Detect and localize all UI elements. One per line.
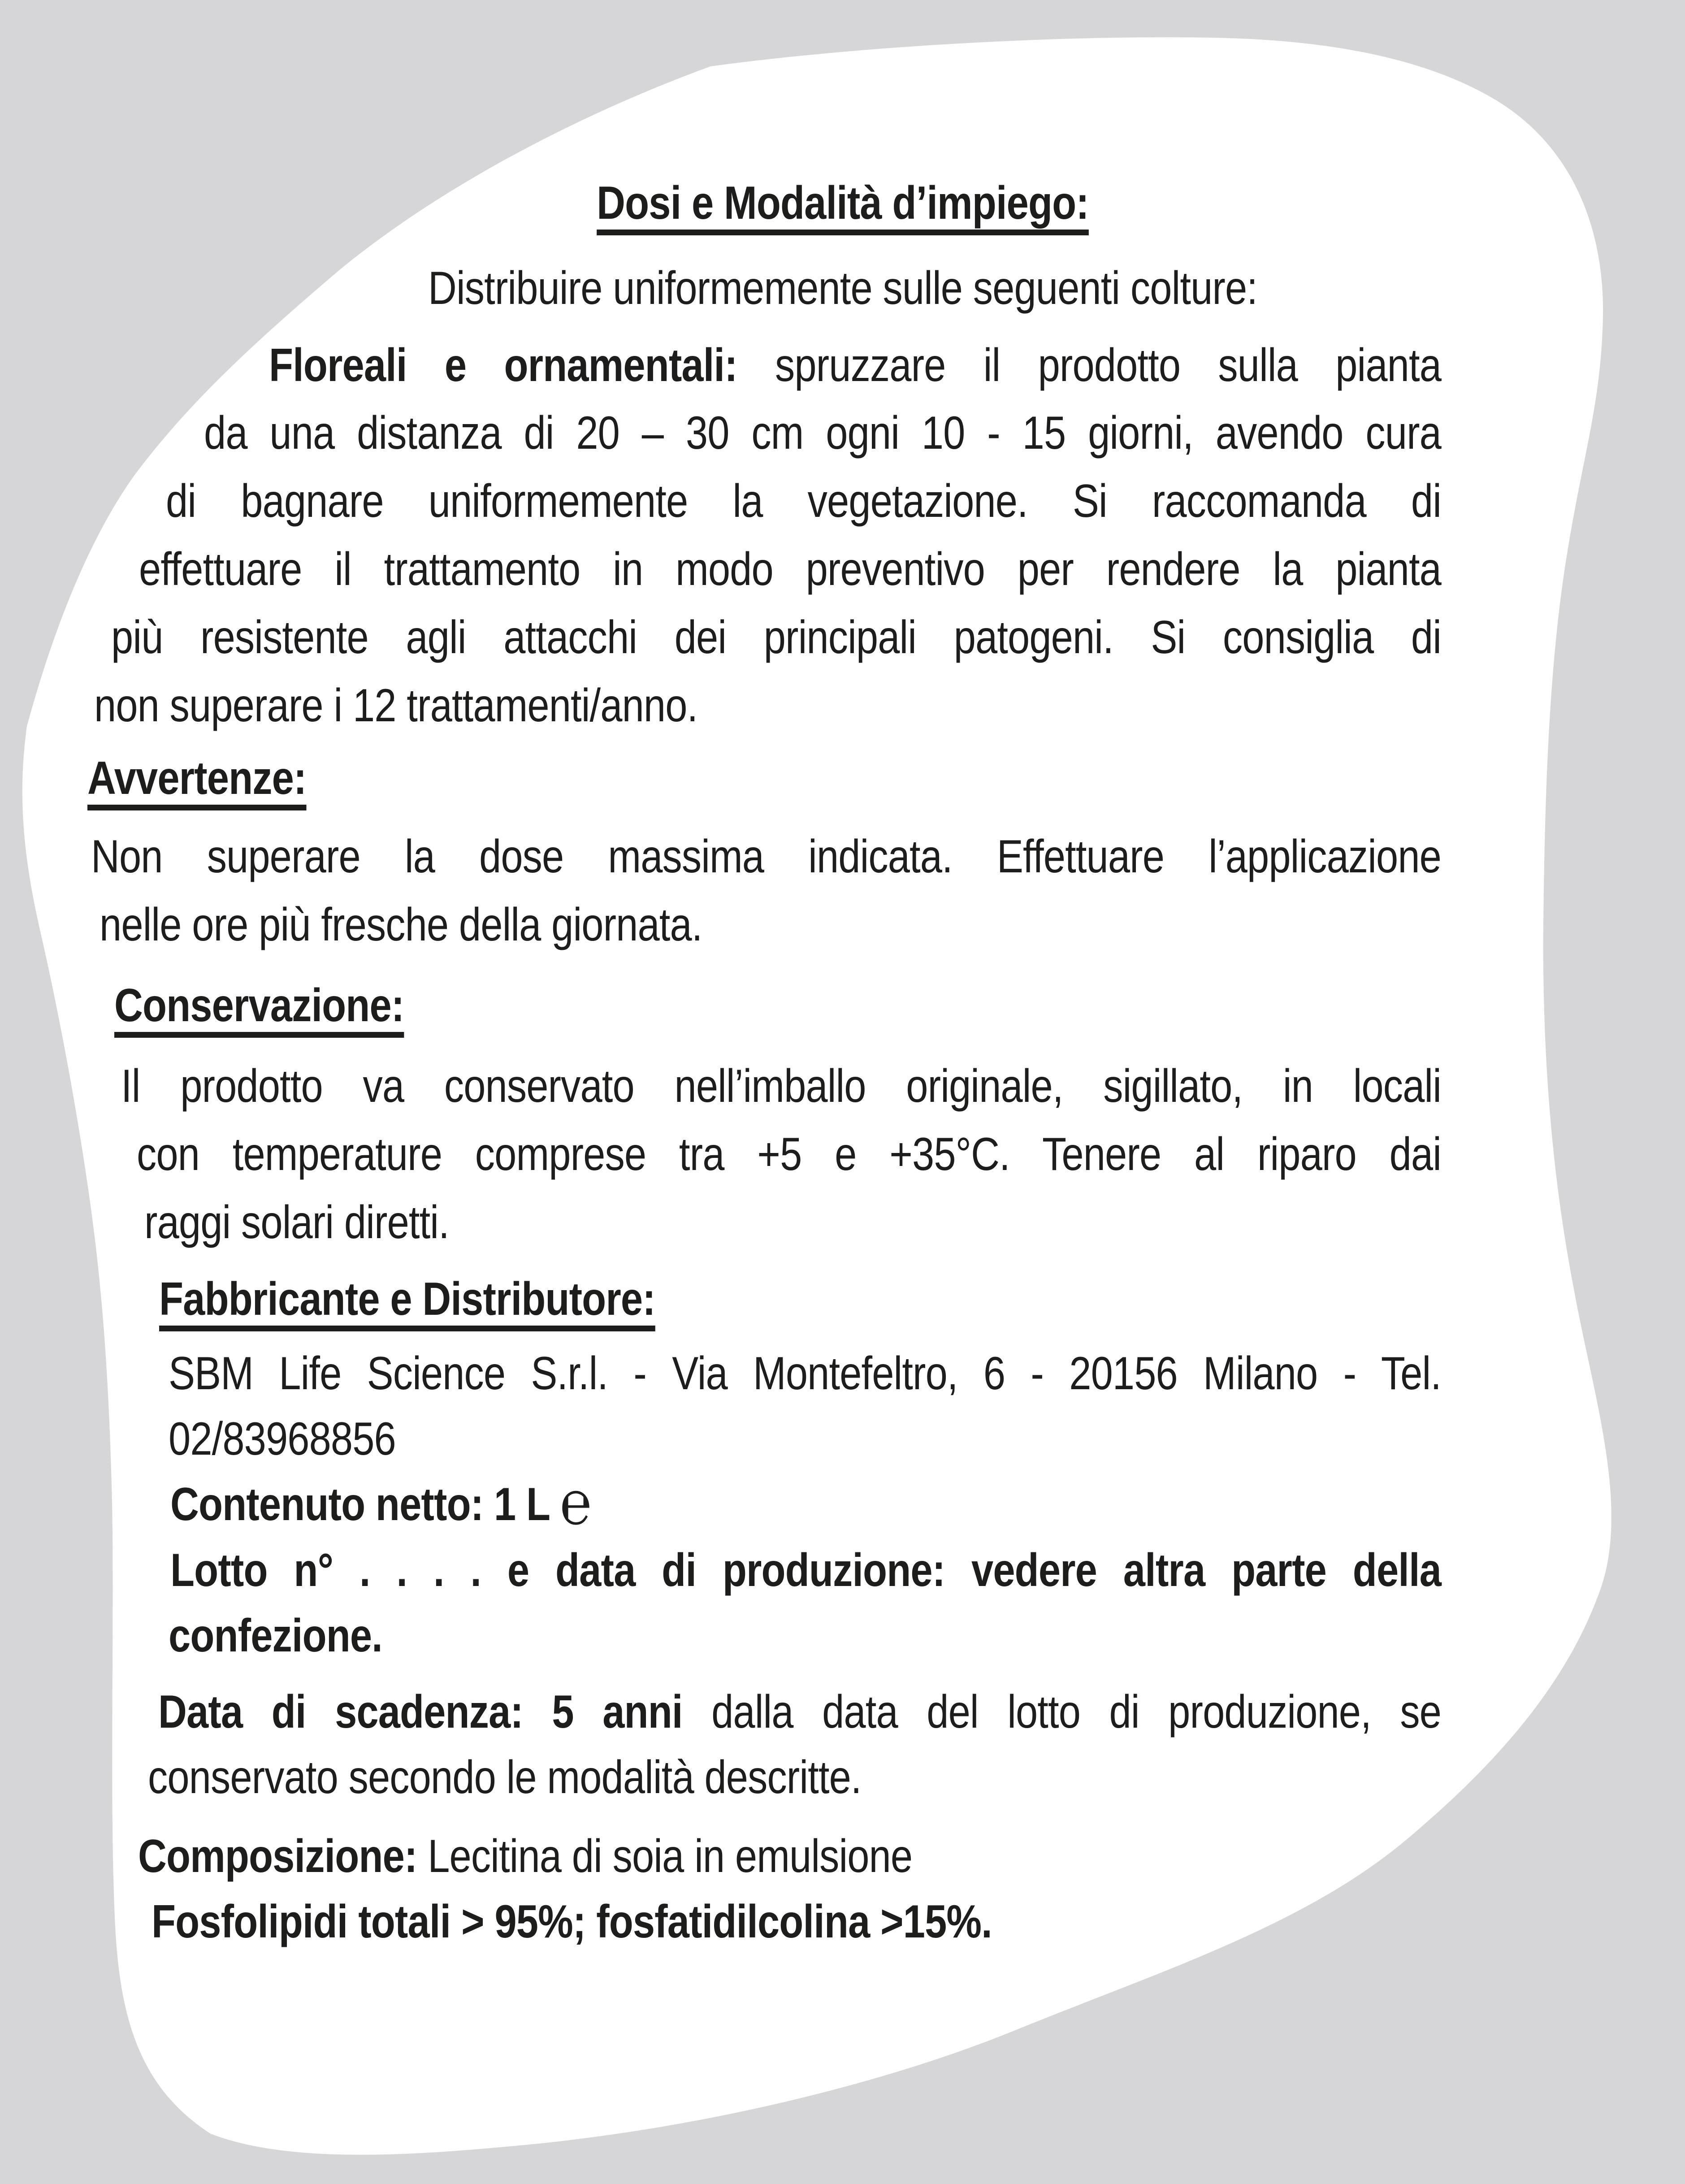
line-fabbricante-2-seg-0: 02/83968856 — [169, 1413, 396, 1465]
line-contenuto-seg-0: Contenuto netto: 1 L — [170, 1478, 560, 1530]
line-avvertenze-1-seg-0: Non superare la dose massima indicata. Effettuare l’applicazione — [91, 831, 1441, 883]
line-fabbricante-2 — [169, 1413, 1441, 1465]
line-avvertenze-2 — [100, 899, 1441, 951]
line-contenuto-seg-1-estimated-sign-icon: ℮ — [560, 1469, 592, 1538]
line-scadenza-1 — [158, 1686, 1441, 1738]
line-floreali-1-seg-1: spruzzare il prodotto sulla pianta — [737, 339, 1442, 391]
line-lotto-1-seg-0: Lotto n° . . . . e data di produzione: vedere altra parte della — [170, 1544, 1441, 1596]
line-conservazione-1-seg-0: Il prodotto va conservato nell’imballo originale, sigillato, in locali — [121, 1060, 1441, 1112]
heading-avvertenze-underline — [87, 752, 307, 804]
line-floreali-4-seg-0: effettuare il trattamento in modo preventivo per rendere la pianta — [139, 543, 1441, 595]
line-floreali-3 — [166, 475, 1441, 527]
heading-dosi — [134, 177, 1551, 229]
line-fosfolipidi-seg-0: Fosfolipidi totali > 95%; fosfatidilcolina >15%. — [152, 1896, 992, 1948]
heading-fabbricante-underline — [159, 1273, 655, 1325]
line-conservazione-2-seg-0: con temperature comprese tra +5 e +35°C. Tenere al riparo dai — [137, 1128, 1441, 1180]
line-composizione-seg-0: Composizione: — [138, 1830, 417, 1882]
line-scadenza-1-seg-1: dalla data del lotto di produzione, se — [682, 1686, 1441, 1738]
line-floreali-1 — [269, 339, 1441, 391]
line-floreali-2-seg-0: da una distanza di 20 – 30 cm ogni 10 - 15 giorni, avendo cura — [204, 407, 1441, 459]
line-distribuire-seg-0: Distribuire uniformemente sulle seguenti colture: — [428, 262, 1258, 314]
line-lotto-1 — [170, 1544, 1441, 1596]
line-floreali-3-seg-0: di bagnare uniformemente la vegetazione. Si raccomanda di — [166, 475, 1441, 527]
heading-dosi-underline — [597, 177, 1089, 229]
line-floreali-6 — [94, 680, 1441, 732]
heading-avvertenze-seg-0: Avvertenze: — [87, 752, 307, 804]
heading-dosi-seg-0: Dosi e Modalità d’impiego: — [597, 177, 1089, 229]
heading-avvertenze — [87, 752, 1441, 804]
line-conservazione-2 — [137, 1128, 1441, 1180]
line-conservazione-1 — [121, 1060, 1441, 1112]
line-lotto-2 — [169, 1610, 1441, 1662]
line-distribuire — [134, 262, 1551, 314]
line-scadenza-2 — [148, 1751, 1441, 1803]
heading-conservazione — [114, 979, 1441, 1031]
line-floreali-6-seg-0: non superare i 12 trattamenti/anno. — [94, 680, 698, 732]
line-floreali-2 — [204, 407, 1441, 459]
line-avvertenze-2-seg-0: nelle ore più fresche della giornata. — [100, 899, 702, 951]
line-composizione-seg-1: Lecitina di soia in emulsione — [417, 1830, 913, 1882]
line-floreali-1-seg-0: Floreali e ornamentali: — [269, 339, 737, 391]
line-conservazione-3-seg-0: raggi solari diretti. — [144, 1196, 449, 1248]
line-scadenza-1-seg-0: Data di scadenza: 5 anni — [158, 1686, 683, 1738]
line-scadenza-2-seg-0: conservato secondo le modalità descritte. — [148, 1751, 862, 1803]
line-floreali-5 — [111, 611, 1441, 663]
line-fabbricante-1 — [169, 1348, 1441, 1400]
line-composizione — [138, 1830, 1441, 1882]
line-floreali-5-seg-0: più resistente agli attacchi dei principali patogeni. Si consiglia di — [111, 611, 1441, 663]
heading-fabbricante — [159, 1273, 1441, 1325]
line-fabbricante-1-seg-0: SBM Life Science S.r.l. - Via Montefeltro, 6 - 20156 Milano - Tel. — [169, 1348, 1441, 1400]
line-conservazione-3 — [144, 1196, 1441, 1248]
line-fosfolipidi — [152, 1896, 1441, 1948]
heading-fabbricante-seg-0: Fabbricante e Distributore: — [159, 1273, 655, 1325]
heading-conservazione-underline — [114, 979, 404, 1031]
line-avvertenze-1 — [91, 831, 1441, 883]
line-floreali-4 — [139, 543, 1441, 595]
line-lotto-2-seg-0: confezione. — [169, 1610, 382, 1662]
line-contenuto — [170, 1469, 1441, 1538]
heading-conservazione-seg-0: Conservazione: — [114, 979, 404, 1031]
